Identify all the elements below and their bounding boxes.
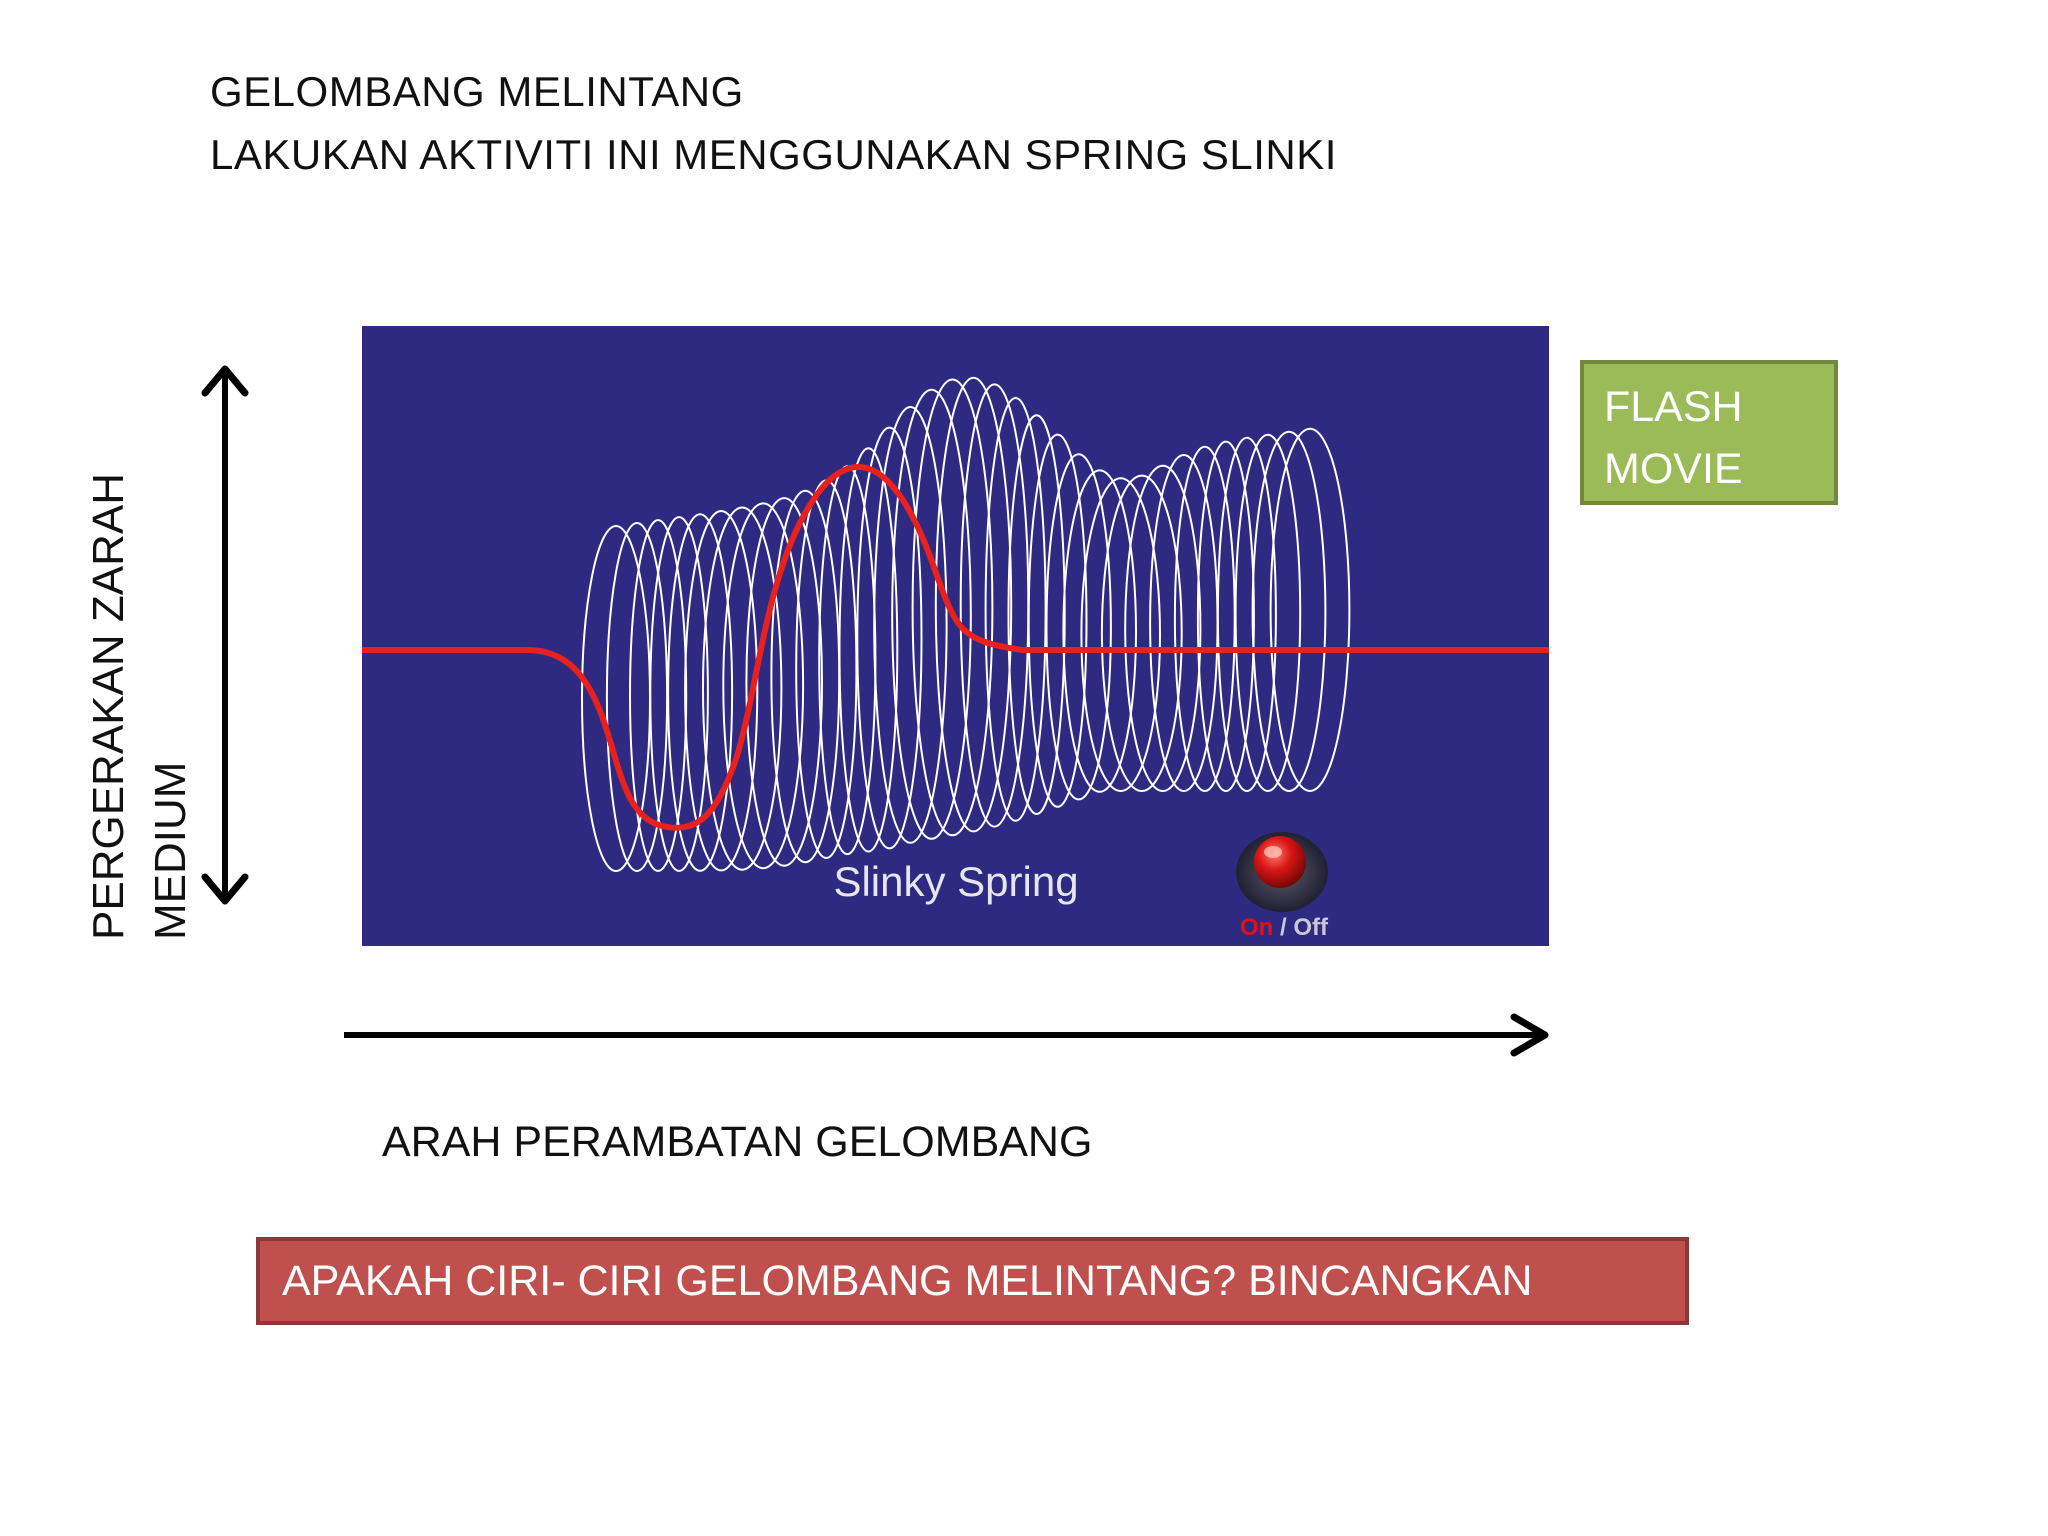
vertical-axis-label [78, 473, 202, 940]
toggle-button-highlight [1264, 846, 1282, 858]
slide-title: GELOMBANG MELINTANG [210, 68, 744, 115]
vertical-label-line2: MEDIUM [146, 761, 195, 940]
simulation-caption: Slinky Spring [833, 858, 1079, 905]
toggle-separator: / [1273, 914, 1294, 941]
horizontal-arrow [340, 1005, 1560, 1065]
flash-button-label-line1: FLASH [1604, 383, 1743, 431]
svg-text:On / Off [1240, 914, 1329, 941]
on-off-toggle[interactable] [1236, 832, 1329, 941]
slinky-simulation [362, 326, 1549, 946]
discussion-question: APAKAH CIRI- CIRI GELOMBANG MELINTANG? BINCANGKAN [256, 1237, 1689, 1325]
slide-subtitle: LAKUKAN AKTIVITI INI MENGGUNAKAN SPRING SLINKI [210, 131, 1337, 178]
toggle-button-red [1254, 836, 1306, 888]
simulation-background [362, 326, 1549, 946]
flash-button-label-line2: MOVIE [1604, 445, 1743, 493]
toggle-on-label: On [1240, 914, 1274, 941]
flash-movie-button[interactable] [1580, 360, 1838, 505]
slinky-canvas [362, 326, 1549, 946]
horizontal-axis-label: ARAH PERAMBATAN GELOMBANG [382, 1118, 1093, 1166]
vertical-label-line1: PERGERAKAN ZARAH [84, 473, 133, 940]
toggle-off-label: Off [1293, 914, 1328, 941]
